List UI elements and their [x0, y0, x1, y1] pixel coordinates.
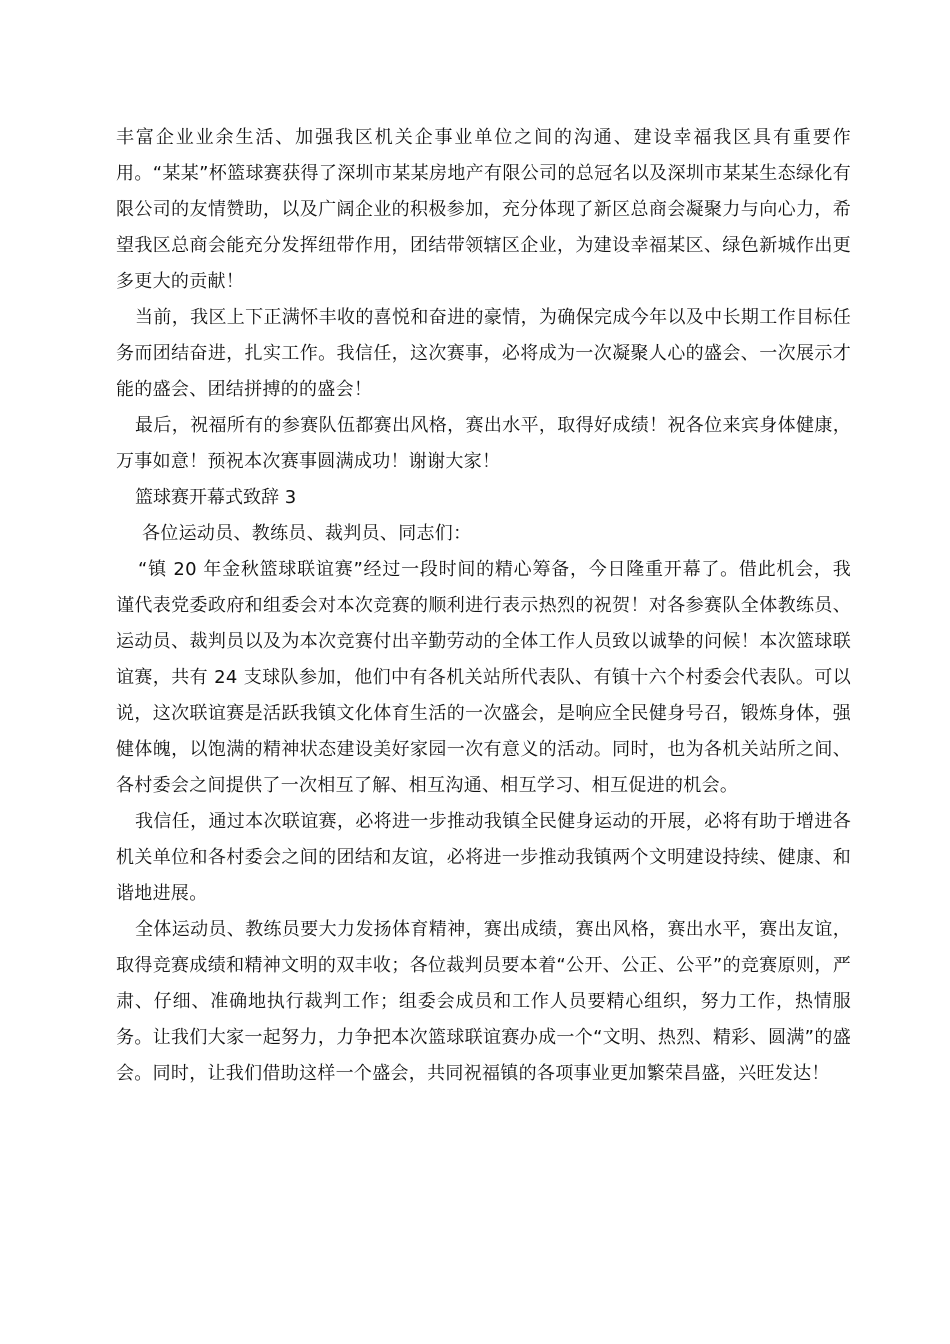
paragraph-continuation: 丰富企业业余生活、加强我区机关企事业单位之间的沟通、建设幸福我区具有重要作用。“某某”杯篮球赛获得了深圳市某某房地产有限公司的总冠名以及深圳市某某生态绿化有限公司的友情赞助，以及广阔企业的积极参加，充分体现了新区总商会凝聚力与向心力，希望我区总商会能充分发挥纽带作用，团结带领辖区企业，为建设幸福某区、绿色新城作出更多更大的贡献！ — [116, 127, 851, 292]
document-body — [116, 120, 851, 1092]
section-heading: 篮球赛开幕式致辞 3 — [135, 487, 297, 508]
paragraph-current-situation: 当前，我区上下正满怀丰收的喜悦和奋进的豪情，为确保完成今年以及中长期工作目标任务而团结奋进，扎实工作。我信任，这次赛事，必将成为一次凝聚人心的盛会、一次展示才能的盛会、团结拼搏的的盛会！ — [116, 307, 851, 400]
paragraph-closing-wishes: 最后，祝福所有的参赛队伍都赛出风格，赛出水平，取得好成绩！祝各位来宾身体健康，万事如意！预祝本次赛事圆满成功！谢谢大家！ — [116, 415, 851, 472]
paragraph-belief: 我信任，通过本次联谊赛，必将进一步推动我镇全民健身运动的开展，必将有助于增进各机关单位和各村委会之间的团结和友谊，必将进一步推动我镇两个文明建设持续、健康、和谐地进展。 — [116, 811, 851, 904]
salutation: 各位运动员、教练员、裁判员、同志们： — [142, 523, 472, 544]
paragraph-opening: “镇 20 年金秋篮球联谊赛”经过一段时间的精心筹备，今日隆重开幕了。借此机会，我谨代表党委政府和组委会对本次竞赛的顺利进行表示热烈的祝贺！对各参赛队全体教练员、运动员、裁判员以及为本次竞赛付出辛勤劳动的全体工作人员致以诚挚的问候！本次篮球联谊赛，共有 24 支球队参加，他们中有各机关站所代表队、有镇十六个村委会代表队。可以说，这次联谊赛是活跃我镇文化体育生活的一次盛会，是响应全民健身号召，锻炼身体，强健体魄，以饱满的精神状态建设美好家园一次有意义的活动。同时，也为各机关站所之间、各村委会之间提供了一次相互了解、相互沟通、相互学习、相互促进的机会。 — [116, 559, 851, 796]
paragraph-call-to-action: 全体运动员、教练员要大力发扬体育精神，赛出成绩，赛出风格，赛出水平，赛出友谊，取得竞赛成绩和精神文明的双丰收；各位裁判员要本着“公开、公正、公平”的竞赛原则，严肃、仔细、准确地执行裁判工作；组委会成员和工作人员要精心组织，努力工作，热情服务。让我们大家一起努力，力争把本次篮球联谊赛办成一个“文明、热烈、精彩、圆满”的盛会。同时，让我们借助这样一个盛会，共同祝福镇的各项事业更加繁荣昌盛，兴旺发达！ — [116, 919, 851, 1084]
